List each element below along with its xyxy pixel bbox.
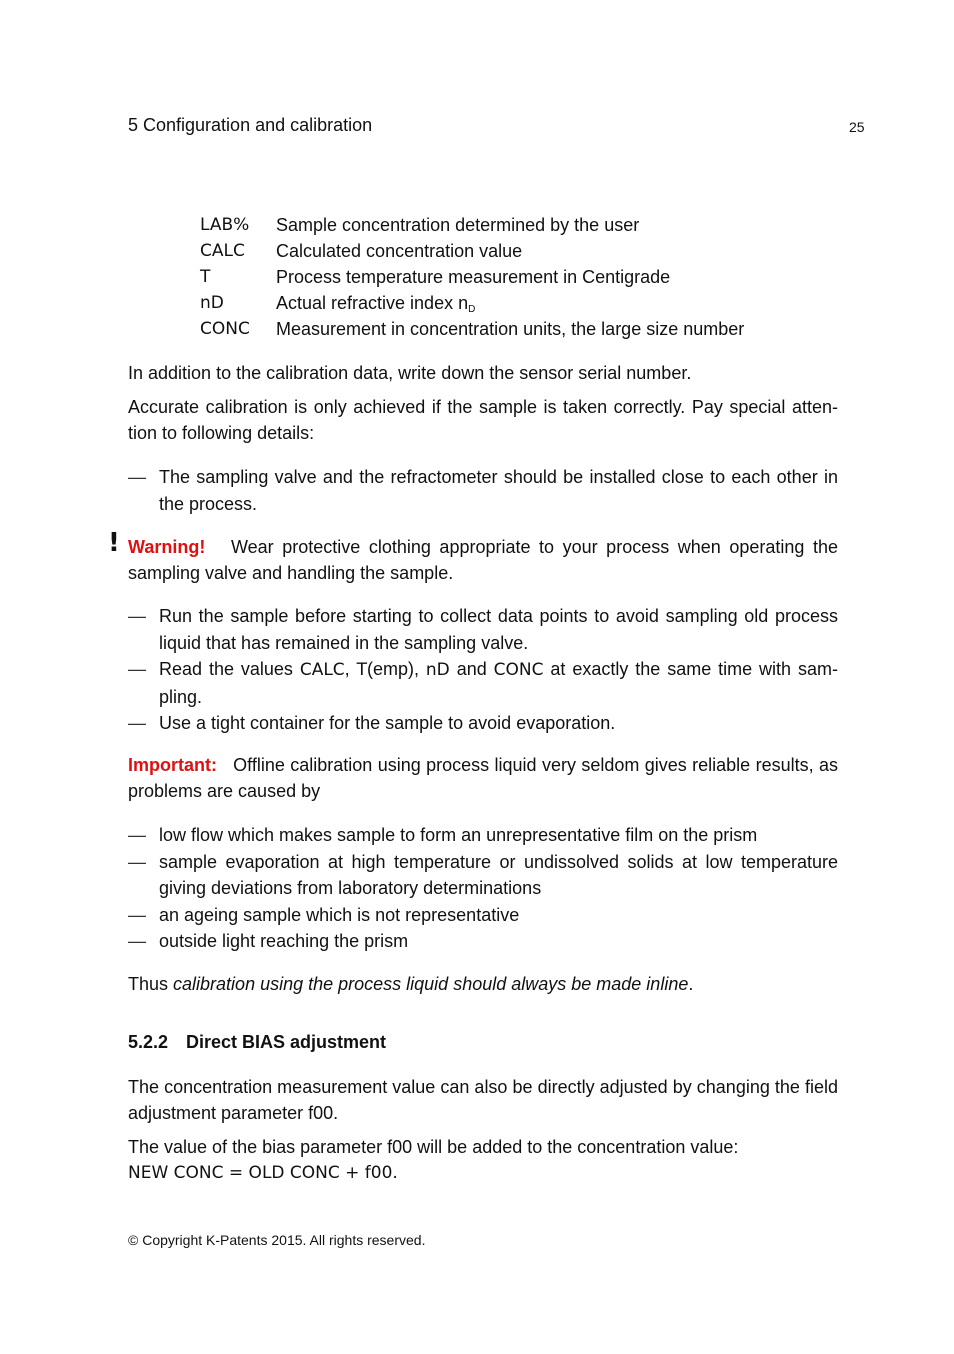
list-item (128, 902, 838, 929)
formula: NEW CONC = OLD CONC + f00. (128, 1163, 398, 1183)
definition-description: Sample concentration determined by the user (276, 215, 640, 235)
definition-description: Measurement in concentration units, the large size number (276, 319, 745, 339)
dash-bullet: — (128, 467, 146, 487)
list-item-text (159, 656, 838, 710)
running-header-chapter: 5 Configuration and calibration (128, 115, 373, 135)
list-item (128, 603, 838, 656)
definition-term: T (200, 267, 211, 287)
bullet-list-problems (128, 822, 838, 955)
dash-bullet: — (128, 904, 146, 925)
definition-term: nD (200, 293, 224, 313)
paragraph-thus (128, 971, 838, 997)
list-item-text: low flow which makes sample to form an unrepresentative film on the prism (159, 825, 758, 845)
subscript-d: D (468, 304, 476, 315)
text-run: . (688, 974, 694, 994)
param-nd: nD (425, 660, 450, 680)
list-item-text: an ageing sample which is not representative (159, 904, 520, 925)
paragraph-accurate-calibration: Accurate calibration is only achieved if the sample is taken correctly. Pay special atten-tion to following details: (128, 397, 838, 443)
warning-label: Warning! (128, 537, 206, 557)
list-item-text: Use a tight container for the sample to avoid evaporation. (159, 713, 616, 733)
copyright-footer: © Copyright K-Patents 2015. All rights reserved. (128, 1232, 426, 1248)
definition-term: LAB% (200, 215, 250, 235)
warning-text: Wear protective clothing appropriate to your process when operating the sampling valve and handling the sample. (128, 537, 838, 583)
important-text: Offline calibration using process liquid very seldom gives reliable results, as problems are caused by (128, 755, 838, 801)
list-item (128, 656, 838, 710)
section-title: Direct BIAS adjustment (186, 1032, 387, 1052)
list-item (128, 928, 838, 955)
definition-row (200, 290, 744, 316)
dash-bullet: — (128, 851, 146, 872)
definition-description: Process temperature measurement in Centigrade (276, 267, 671, 287)
definition-row (200, 238, 744, 264)
dash-bullet: — (128, 659, 146, 679)
list-item (128, 849, 838, 902)
definition-description (276, 290, 475, 316)
definition-text: Actual refractive index n (276, 293, 469, 313)
paragraph-bias-text: The value of the bias parameter f00 will be added to the concentration value: (128, 1137, 739, 1157)
warning-paragraph (128, 534, 838, 586)
definition-term: CALC (200, 241, 245, 261)
paragraph-serial-number: In addition to the calibration data, write down the sensor serial number. (128, 363, 692, 383)
list-item-text: Run the sample before starting to collect data points to avoid sampling old process liquid that has remained in the sampling valve. (159, 606, 838, 653)
bullet-list-installation (128, 464, 838, 517)
section-number: 5.2.2 (128, 1032, 169, 1052)
important-label: Important: (128, 755, 217, 775)
text-run: , (344, 659, 357, 679)
list-item (128, 464, 838, 517)
text-run: at exactly the same time with sam-pling. (159, 659, 838, 707)
param-t: T (356, 660, 367, 680)
page-number: 25 (849, 119, 865, 135)
definition-term: CONC (200, 319, 250, 339)
list-item-text: outside light reaching the prism (159, 931, 409, 951)
important-paragraph (128, 752, 838, 804)
bullet-list-sampling (128, 603, 838, 737)
emphasis-inline: calibration using the process liquid should always be made inline (173, 974, 689, 994)
paragraph-bias: The concentration measurement value can also be directly adjusted by changing the field adjustment parameter f00. (128, 1077, 838, 1123)
definition-list (200, 212, 744, 342)
dash-bullet: — (128, 931, 146, 951)
definition-row (200, 212, 744, 238)
text-run: Read the values (159, 659, 300, 679)
paragraph-bias-parameter (128, 1134, 838, 1186)
dash-bullet: — (128, 606, 146, 626)
list-item (128, 710, 838, 737)
param-conc: CONC (493, 660, 544, 680)
list-item-text: The sampling valve and the refractometer should be installed close to each other in the process. (159, 467, 838, 514)
list-item-text: sample evaporation at high temperature or undissolved solids at low temperature giving deviations from laboratory determinations (159, 851, 838, 898)
definition-description: Calculated concentration value (276, 241, 523, 261)
text-run: (emp), (366, 659, 426, 679)
dash-bullet: — (128, 825, 146, 845)
param-calc: CALC (299, 660, 345, 680)
text-run: Thus (128, 974, 174, 994)
dash-bullet: — (128, 713, 146, 733)
section-heading (128, 1032, 386, 1053)
text-run: and (449, 659, 494, 679)
warning-exclamation-icon: ! (108, 528, 120, 558)
definition-row (200, 316, 744, 342)
definition-row (200, 264, 744, 290)
list-item (128, 822, 838, 849)
